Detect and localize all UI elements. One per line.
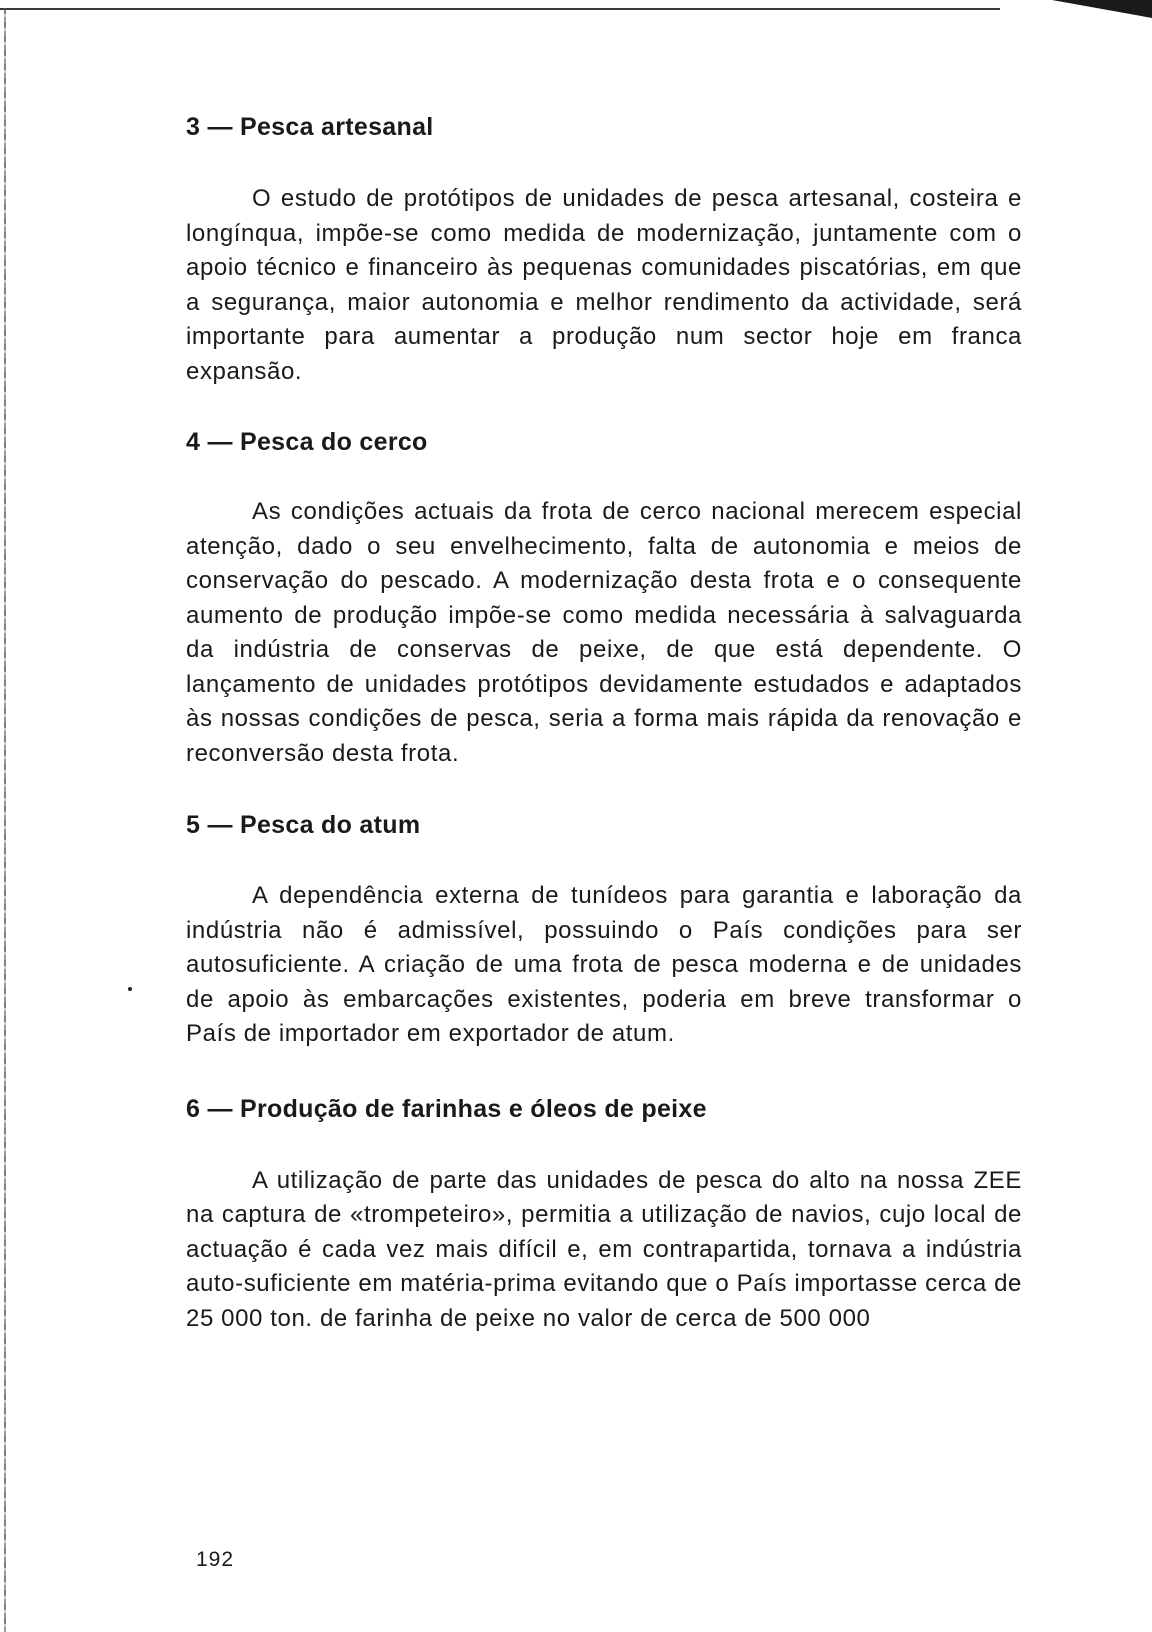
section-heading-farinhas-e-oleos: 6 — Produção de farinhas e óleos de peixe bbox=[186, 1094, 707, 1123]
page-number: 192 bbox=[196, 1548, 235, 1571]
section-paragraph-pesca-do-cerco: As condições actuais da frota de cerco nacional merecem especial atenção, dado o seu envelhecimento, falta de autonomia e meios de conservação do pescado. A modernização desta frota e o consequente aumento de produção impõe-se como medida necessária à salvaguarda da indústria de conservas de peixe, de que está dependente. O lançamento de unidades protótipos devidamente estudados e adaptados às nossas condições de pesca, seria a forma mais rápida da renovação e reconversão desta frota. bbox=[186, 498, 1022, 767]
section-paragraph-farinhas-e-oleos: A utilização de parte das unidades de pesca do alto na nossa ZEE na captura de «trompeteiro», permitia a utilização de navios, cujo local de actuação é cada vez mais difícil e, em contrapartida, tornava a indústria auto-suficiente em matéria-prima evitando que o País importasse cerca de 25 000 ton. de farinha de peixe no valor de cerca de 500 000 bbox=[186, 1166, 1022, 1332]
section-paragraph-pesca-do-atum: A dependência externa de tunídeos para garantia e laboração da indústria não é admissível, possuindo o País condições para ser autosuficiente. A criação de uma frota de pesca moderna e de unidades de apoio às embarcações existentes, poderia em breve transformar o País de importador em exportador de atum. bbox=[186, 882, 1022, 1047]
section-heading-pesca-do-atum: 5 — Pesca do atum bbox=[186, 811, 421, 839]
section-heading-pesca-artesanal: 3 — Pesca artesanal bbox=[186, 113, 434, 141]
section-paragraph-pesca-artesanal: O estudo de protótipos de unidades de pesca artesanal, costeira e longínqua, impõe-se como medida de modernização, juntamente com o apoio técnico e financeiro às pequenas comunidades piscatórias, em que a segurança, maior autonomia e melhor rendimento da actividade, será importante para aumentar a produção num sector hoje em franca expansão. bbox=[186, 185, 1022, 385]
scan-speck bbox=[128, 987, 132, 991]
scan-left-border bbox=[4, 8, 6, 1632]
section-heading-pesca-do-cerco: 4 — Pesca do cerco bbox=[186, 428, 428, 456]
scan-top-border bbox=[0, 8, 1000, 10]
page-body bbox=[186, 110, 1022, 1336]
scan-corner-mark bbox=[1052, 0, 1152, 18]
